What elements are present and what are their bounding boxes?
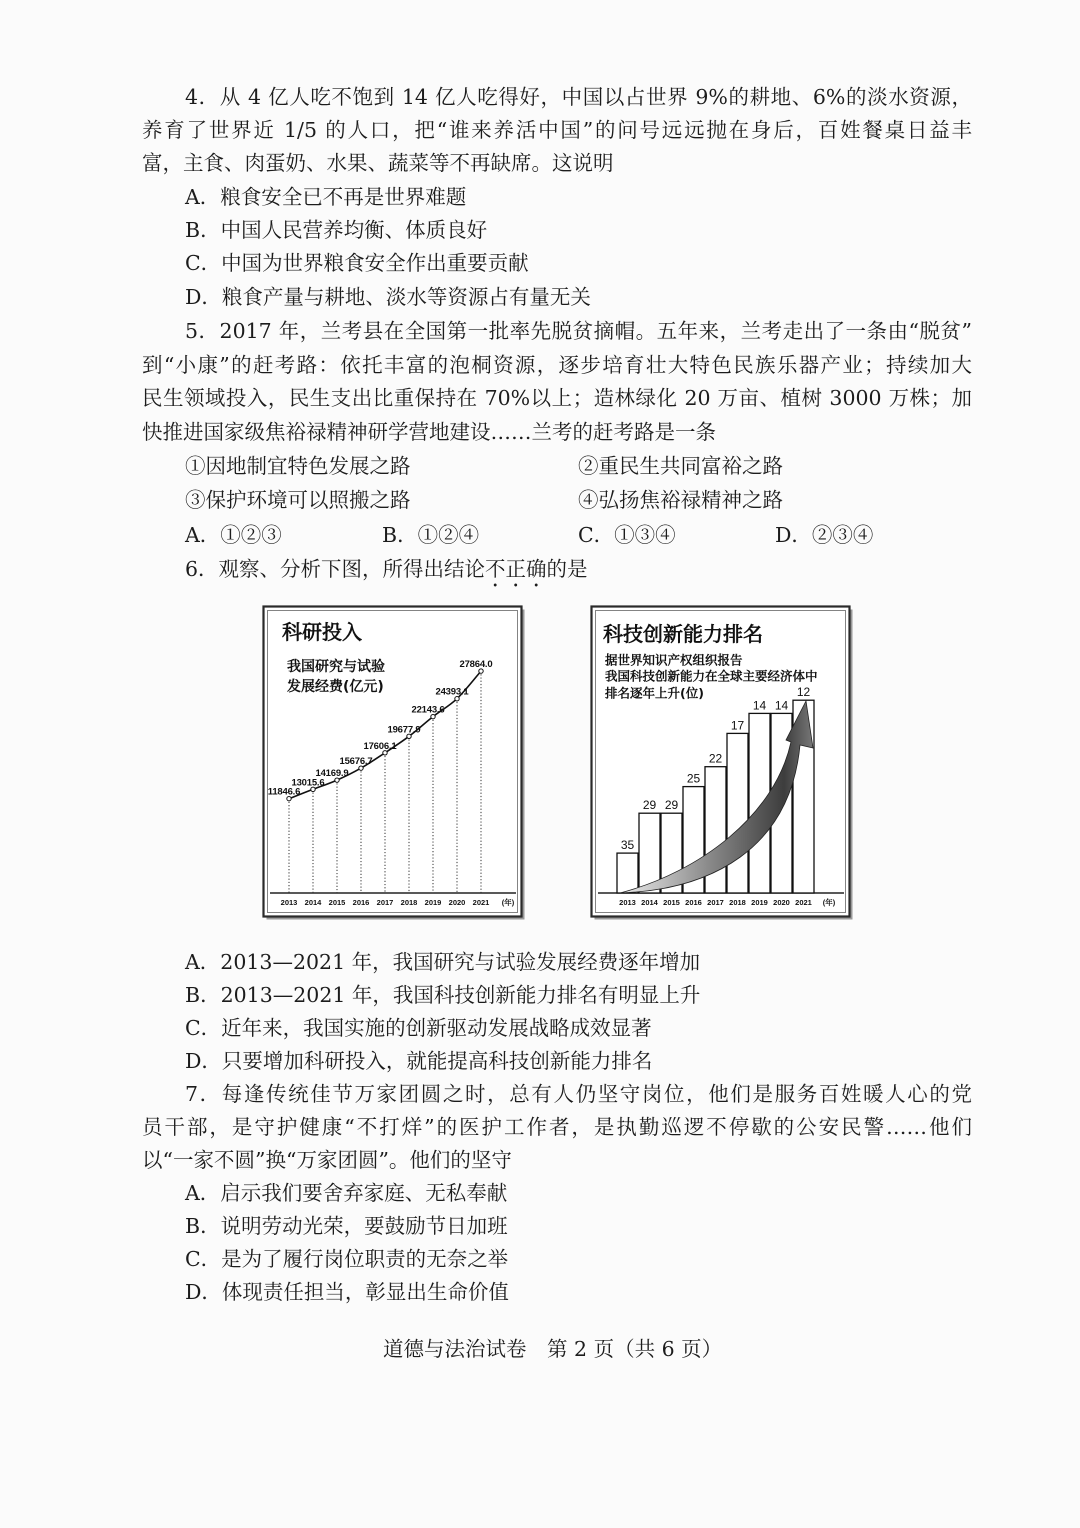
x-tick-label: 2014 <box>641 898 658 907</box>
q5-option-b: B．①②④ <box>382 523 480 547</box>
bar-value-label: 14 <box>774 698 789 713</box>
q5-option-c: C．①③④ <box>578 523 676 547</box>
q5-statement-4: ④弘扬焦裕禄精神之路 <box>578 488 783 512</box>
bar-value-label: 12 <box>796 685 811 700</box>
bar <box>727 733 748 893</box>
data-label: 15676.7 <box>339 756 373 768</box>
x-tick-label: 2017 <box>376 898 394 907</box>
q6-stem-text-end: 的是 <box>546 557 588 581</box>
data-label: 11846.6 <box>267 786 301 798</box>
x-axis-unit: (年) <box>501 898 515 907</box>
q5-statement-3: ③保护环境可以照搬之路 <box>185 488 411 512</box>
data-label: 13015.6 <box>291 777 325 789</box>
q4-option-a: A．粮食安全已不再是世界难题 <box>185 185 467 209</box>
q6-option-b: B．2013—2021 年，我国科技创新能力排名有明显上升 <box>185 983 701 1007</box>
x-tick-label: 2021 <box>472 898 490 907</box>
q5-stem-line: 5．2017 年，兰考县在全国第一批率先脱贫摘帽。五年来，兰考走出了一条由“脱贫” <box>185 319 972 343</box>
data-label: 17606.1 <box>363 740 397 752</box>
q4-option-c: C．中国为世界粮食安全作出重要贡献 <box>185 251 529 275</box>
x-tick-label: 2016 <box>685 898 702 907</box>
q4-option-b: B．中国人民营养均衡、体质良好 <box>185 218 488 242</box>
q5-statement-1: ①因地制宜特色发展之路 <box>185 454 411 478</box>
x-tick-label: 2021 <box>795 898 812 907</box>
innovation-ranking-chart <box>590 605 856 923</box>
chart-frame <box>264 607 522 917</box>
x-tick-label: 2018 <box>400 898 418 907</box>
chart-subtitle: 发展经费(亿元) <box>287 679 384 695</box>
bar-value-label: 29 <box>642 798 657 813</box>
q5-statement-2: ②重民生共同富裕之路 <box>578 454 783 478</box>
q5-option-a: A．①②③ <box>185 523 282 547</box>
bar-value-label: 29 <box>664 798 679 813</box>
q6-stem <box>185 552 588 586</box>
research-investment-chart <box>262 605 528 923</box>
q7-stem-line: 7．每逢传统佳节万家团圆之时，总有人仍坚守岗位，他们是服务百姓暖人心的党 <box>185 1082 972 1106</box>
x-tick-label: 2018 <box>729 898 746 907</box>
x-tick-label: 2014 <box>304 898 322 907</box>
q6-option-c: C．近年来，我国实施的创新驱动发展战略成效显著 <box>185 1016 652 1040</box>
data-label: 14169.9 <box>315 768 349 780</box>
data-label: 19677.9 <box>387 724 421 736</box>
x-tick-label: 2020 <box>448 898 466 907</box>
chart-title: 科研投入 <box>282 620 362 644</box>
q4-option-d: D．粮食产量与耕地、淡水等资源占有量无关 <box>185 285 591 309</box>
q5-stem-line: 民生领域投入，民生支出比重保持在 70%以上；造林绿化 20 万亩、植树 3000 万株；加 <box>142 386 972 410</box>
chart-subtitle: 排名逐年上升(位) <box>605 685 704 701</box>
bar-value-label: 35 <box>620 838 635 853</box>
x-tick-label: 2013 <box>280 898 298 907</box>
bar-value-label: 14 <box>752 698 767 713</box>
q6-stem-emphasis: 不正确 <box>485 557 547 581</box>
bar-value-label: 25 <box>686 771 701 786</box>
data-label: 24393.1 <box>435 686 469 698</box>
data-label: 27864.0 <box>459 659 493 671</box>
chart-title: 科技创新能力排名 <box>603 622 763 646</box>
q7-option-a: A．启示我们要舍弃家庭、无私奉献 <box>185 1181 508 1205</box>
data-label: 22143.6 <box>411 704 445 716</box>
x-tick-label: 2015 <box>328 898 346 907</box>
x-tick-label: 2019 <box>751 898 768 907</box>
q7-option-d: D．体现责任担当，彰显出生命价值 <box>185 1280 509 1304</box>
q7-stem-line: 员干部，是守护健康“不打烊”的医护工作者，是执勤巡逻不停歇的公安民警……他们 <box>142 1115 972 1139</box>
x-tick-label: 2019 <box>424 898 442 907</box>
x-tick-label: 2017 <box>707 898 724 907</box>
q5-stem-line: 到“小康”的赶考路：依托丰富的泡桐资源，逐步培育壮大特色民族乐器产业；持续加大 <box>142 353 972 377</box>
chart-subtitle: 我国研究与试验 <box>287 659 385 675</box>
bar <box>617 853 638 893</box>
q7-option-c: C．是为了履行岗位职责的无奈之举 <box>185 1247 509 1271</box>
bar-value-label: 17 <box>730 718 745 733</box>
x-axis-unit: (年) <box>822 898 836 907</box>
q4-stem-line: 富，主食、肉蛋奶、水果、蔬菜等不再缺席。这说明 <box>142 151 614 175</box>
q5-option-d: D．②③④ <box>775 523 874 547</box>
q6-stem-text: 6．观察、分析下图，所得出结论 <box>185 557 486 581</box>
x-tick-label: 2013 <box>619 898 636 907</box>
x-tick-label: 2020 <box>773 898 790 907</box>
q6-option-d: D．只要增加科研投入，就能提高科技创新能力排名 <box>185 1049 653 1073</box>
chart-subtitle: 据世界知识产权组织报告 <box>605 652 743 668</box>
chart-subtitle: 我国科技创新能力在全球主要经济体中 <box>605 668 818 684</box>
q6-option-a: A．2013—2021 年，我国研究与试验发展经费逐年增加 <box>185 950 701 974</box>
q4-stem-line: 养育了世界近 1/5 的人口，把“谁来养活中国”的问号远远抛在身后，百姓餐桌日益丰 <box>142 118 972 142</box>
q7-stem-line: 以“一家不圆”换“万家团圆”。他们的坚守 <box>142 1148 512 1172</box>
page-footer: 道德与法治试卷 第 2 页（共 6 页） <box>383 1337 723 1361</box>
q4-stem-line: 4．从 4 亿人吃不饱到 14 亿人吃得好，中国以占世界 9%的耕地、6%的淡水资源， <box>185 85 972 109</box>
q5-stem-line: 快推进国家级焦裕禄精神研学营地建设……兰考的赶考路是一条 <box>142 420 716 444</box>
q7-option-b: B．说明劳动光荣，要鼓励节日加班 <box>185 1214 508 1238</box>
x-tick-label: 2016 <box>352 898 370 907</box>
bar-value-label: 22 <box>708 751 723 766</box>
x-tick-label: 2015 <box>663 898 680 907</box>
